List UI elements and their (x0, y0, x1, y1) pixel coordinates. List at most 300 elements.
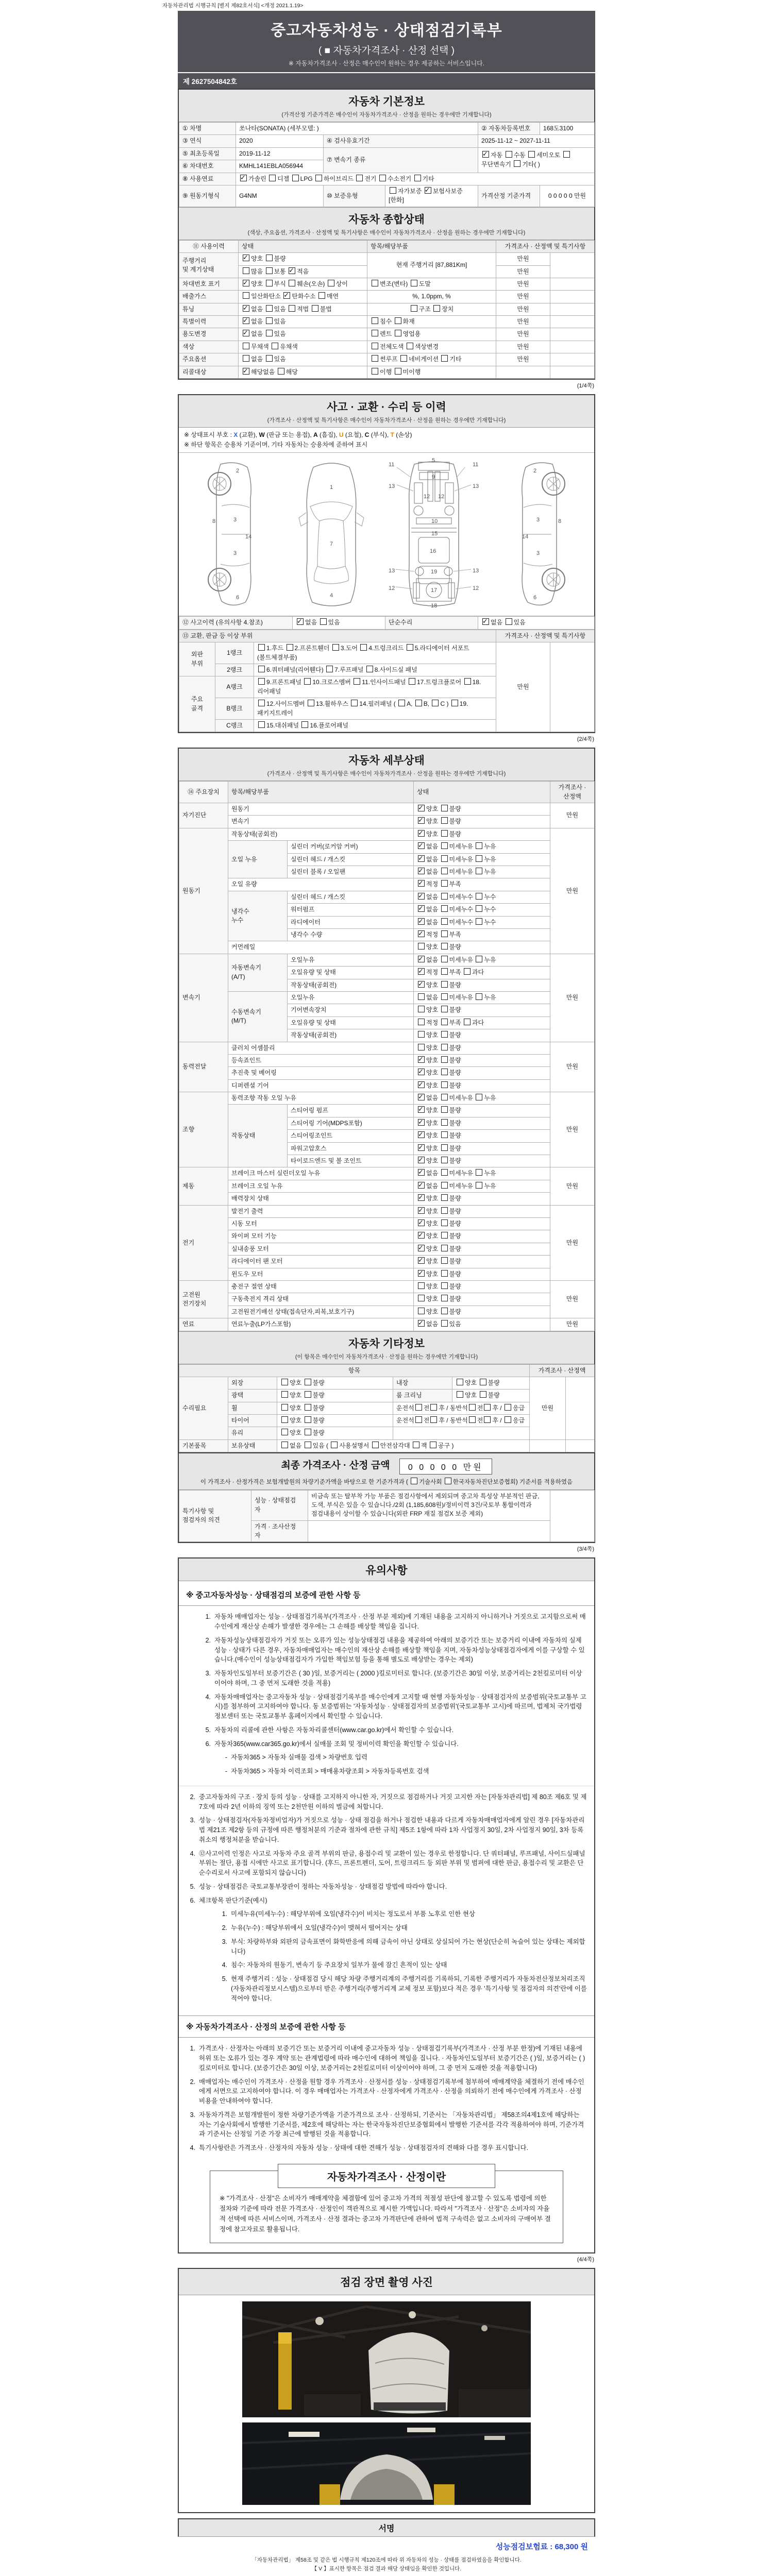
table-cell: ④ 검사유효기간 (324, 135, 478, 147)
checkbox-checked-icon (418, 868, 425, 874)
inspection-photos-box (178, 2268, 595, 2513)
checkbox-icon (476, 993, 482, 1000)
table-cell: ✓ 양호 불량 (414, 1130, 550, 1142)
notice-item: 6. 자동차365(www.car365.go.kr)에서 실매물 조회 및 정비이력 확인을 확인할 수 있습니다. (205, 1740, 459, 1748)
checkbox-icon (441, 893, 448, 900)
table-cell: 가격조사 · 산정액 및 특기사항 (496, 630, 595, 642)
checkbox-icon (415, 1416, 422, 1423)
svg-text:3: 3 (233, 517, 237, 523)
checkbox-checked-icon (418, 1056, 425, 1063)
photos-area (179, 2295, 594, 2512)
notice-subhead-1: ※ 중고자동차성능 · 상태점검의 보증에 관한 사항 등 (179, 1584, 594, 1606)
table-cell: ✓ 양호 불량 (414, 1205, 550, 1217)
svg-text:2: 2 (236, 468, 240, 474)
legend-part: (요철), (343, 431, 365, 439)
legend-part: ※ 상태표시 부호 : (184, 431, 234, 439)
table-cell: 0 0 0 0 0 만원 (540, 185, 595, 207)
checkbox-icon (281, 1404, 288, 1411)
car-diagram-top (288, 457, 375, 612)
checkbox-checked-icon (418, 918, 425, 925)
svg-text:8: 8 (558, 518, 561, 525)
notice-title: 유의사항 (365, 1565, 408, 1577)
table-cell: 라디에이터 팬 모터 (228, 1256, 414, 1268)
checkbox-icon (418, 1308, 425, 1314)
table-cell: 오일누유 (288, 991, 414, 1004)
table-cell: 색상 (179, 341, 239, 353)
table-cell: 유리 (228, 1427, 277, 1439)
table-row (179, 1067, 595, 1079)
table-cell: 추진축 및 베어링 (228, 1067, 414, 1079)
table-cell: 변속기 (179, 954, 228, 1042)
table-cell: ✓ 양호 불량 (414, 816, 550, 828)
checkbox-icon (266, 255, 273, 261)
table-cell: 전기 (179, 1205, 228, 1280)
table-cell (308, 1520, 550, 1542)
svg-text:11: 11 (473, 462, 479, 468)
table-cell: ✓ 없음 미세누유 누유 (414, 954, 550, 966)
table-cell: 단순수리 (385, 617, 478, 629)
checkbox-icon (476, 1169, 482, 1176)
checkbox-icon (308, 700, 314, 706)
checkbox-icon (441, 943, 448, 950)
checkbox-icon (418, 1019, 425, 1025)
table-cell: 가격산정 기준가격 (478, 185, 540, 207)
table-cell: 리콜대상 (179, 366, 239, 378)
overall-title: 자동차 종합상태 (348, 213, 425, 226)
svg-text:12: 12 (473, 585, 479, 592)
checkbox-icon (441, 993, 448, 1000)
price-survey-definition-box (210, 2171, 563, 2243)
checkbox-icon (301, 721, 308, 728)
table-cell: ✓ 양호 불량 (414, 1243, 550, 1255)
table-cell: ✓ 양호 불량 (414, 1054, 550, 1066)
legend-part: (교환), (238, 431, 259, 439)
table-cell: 상태 (414, 782, 550, 803)
table-cell: 양호 불량 (277, 1427, 393, 1439)
table-cell: 타이어 (228, 1415, 277, 1427)
notice-box (178, 1557, 595, 2253)
checkbox-icon (441, 981, 448, 988)
table-cell: 항목/해당부품 (367, 240, 496, 252)
checkbox-icon (269, 175, 276, 181)
checkbox-icon (469, 1416, 476, 1423)
table-row (179, 1318, 595, 1331)
table-row (179, 328, 595, 341)
checkbox-icon (243, 267, 249, 274)
checkbox-icon (441, 956, 448, 962)
table-cell: 전체도색 색상변경 (367, 341, 496, 353)
table-row (179, 173, 595, 185)
table-row (179, 828, 595, 840)
checkbox-icon (476, 893, 482, 900)
table-cell: 브레이크 오일 누유 (228, 1180, 414, 1192)
table-cell: 브레이크 마스터 실린더오일 누유 (228, 1167, 414, 1180)
photos-title: 점검 장면 촬영 사진 (179, 2269, 594, 2295)
checkbox-checked-icon (482, 151, 489, 158)
checkbox-icon (320, 618, 327, 625)
table-cell: 스티어링 기어(MDPS포함) (288, 1117, 414, 1129)
checkbox-icon (326, 666, 333, 672)
notice-item: 2. 중고자동차의 구조 · 장치 등의 성능 · 상태를 고지하지 아니한 자, 거짓으로 점검하거나 거짓 고지한 자는 [자동차관리법] 제 80조 제6호 및 제7호에 따라 2년 이하의 징역 또는 2천만원 이하의 벌금에 처합니다. (190, 1793, 587, 1810)
checkbox-icon (413, 1442, 419, 1448)
table-cell: ✓양호 불량 (239, 253, 367, 265)
checkbox-icon (372, 355, 378, 362)
final-price-band (179, 1452, 594, 1489)
table-cell: 광택 (228, 1389, 277, 1402)
checkbox-icon (480, 1391, 486, 1398)
svg-text:12: 12 (438, 494, 445, 500)
checkbox-checked-icon (418, 1119, 425, 1126)
table-cell: 가격 · 조사산정 자 (251, 1520, 308, 1542)
checkbox-icon (441, 868, 448, 874)
checkbox-checked-icon (418, 1144, 425, 1151)
checkbox-icon (464, 1019, 470, 1025)
table-cell: 동력조향 작동 오일 누유 (228, 1092, 414, 1105)
table-cell: 조향 (179, 1092, 228, 1167)
checkbox-icon (331, 1442, 338, 1448)
table-row (179, 303, 595, 315)
table-cell: 자가보증 ✓보험사보증 [한화] (385, 185, 478, 207)
notice-list-1 (179, 1606, 594, 1786)
table-cell: 제동 (179, 1167, 228, 1205)
document-title: 중고자동차성능 · 상태점검기록부 (271, 22, 502, 39)
checkbox-checked-icon (418, 893, 425, 900)
checkbox-icon (441, 1019, 448, 1025)
table-cell: 튜닝 (179, 303, 239, 315)
table-cell: 항목 (179, 1364, 530, 1377)
price-survey-definition-body: ※ "가격조사 · 산정"은 소비자가 매매계약을 체결함에 있어 중고차 가격의 적절성 판단에 참고할 수 있도록 법령에 의한 절차와 기준에 따라 전문 가격조사 · 산정인이 객관적으로 제시한 가액입니다. 따라서 "가격조사 · 산정"은 소비자의 자율적 선택에 따른 서비스이며, 가격조사 · 산정 결과는 중고차 가격판단에 관하여 법적 구속력은 없고 소비자의 구매여부 결정에 참고자료로 활용됩니다. (220, 2194, 551, 2233)
table-cell: 일산화탄소 ✓탄화수소 매연 (239, 291, 367, 303)
table-cell: 2025-11-12 ~ 2027-11-11 (478, 135, 595, 147)
checkbox-icon (289, 280, 295, 286)
checkbox-icon (469, 1404, 476, 1411)
table-cell: 배력장치 상태 (228, 1193, 414, 1205)
table-cell (550, 353, 595, 366)
svg-text:13: 13 (389, 483, 395, 490)
table-cell: 자기진단 (179, 803, 228, 828)
checkbox-icon (281, 1416, 288, 1423)
page-marker-4: (4/4쪽) (577, 2256, 594, 2263)
legend-part: (흠집), (317, 431, 339, 439)
checkbox-checked-icon (418, 817, 425, 824)
table-cell: 양호 불량 (414, 1306, 550, 1318)
legend-line-1 (184, 430, 589, 440)
table-cell: 원동기 (179, 828, 228, 954)
table-row (179, 991, 595, 1004)
checkbox-checked-icon (418, 1194, 425, 1201)
checkbox-icon (398, 700, 405, 706)
table-cell: 성능 · 상태점검 자 (251, 1490, 308, 1520)
checkbox-icon (505, 1404, 511, 1411)
table-cell: 주요 골격 (179, 676, 215, 732)
document-note: ※ 자동차가격조사 · 산정은 매수인이 원하는 경우 제공하는 서비스입니다. (288, 60, 485, 67)
table-cell: 윈도우 모터 (228, 1268, 414, 1280)
table-cell: 배출가스 (179, 291, 239, 303)
checkbox-icon (258, 666, 265, 672)
table-cell: ✓ 양호 불량 (414, 1117, 550, 1129)
table-cell: G4NM (236, 185, 324, 207)
table-cell: 168도3100 (540, 123, 595, 135)
table-cell: 12.사이드멤버 13.휠하우스 14.필러패널 ( A, B, C ) 19.패키지트레이 (254, 698, 496, 720)
checkbox-icon (318, 292, 325, 299)
table-cell: ② 자동차등록번호 (478, 123, 540, 135)
table-cell: 오일 누유 (228, 841, 288, 878)
inspection-insurance-premium: 성능점검보험료 : 68,300 원 (495, 2542, 588, 2551)
car-diagram-right-side (493, 457, 589, 612)
table-cell: %, 1.0ppm, % (367, 291, 496, 303)
table-row (179, 1042, 595, 1054)
table-cell: B랭크 (215, 698, 254, 720)
signature-footnotes (178, 2553, 595, 2576)
table-cell: 연료 (179, 1318, 228, 1331)
table-cell: 실린더 헤드 / 개스킷 (288, 853, 414, 866)
table-cell: 많음 보통 ✓적음 (239, 265, 367, 278)
table-row (179, 1439, 595, 1452)
svg-text:17: 17 (431, 587, 438, 594)
checkbox-icon (395, 368, 401, 375)
inspection-record-sheet (162, 0, 595, 2576)
table-cell: 1.후드 2.프론트휀더 3.도어 4.트렁크리드 5.라디에이터 서포트(볼트체결부품) (254, 642, 496, 664)
table-cell: 양호 불량 (277, 1377, 393, 1389)
checkbox-icon (464, 968, 470, 975)
checkbox-icon (266, 330, 273, 336)
table-cell: 냉각수 수량 (288, 929, 414, 941)
table-cell: 만원 (496, 353, 550, 366)
checkbox-icon (258, 721, 265, 728)
table-row (179, 954, 595, 966)
table-row (179, 366, 595, 378)
table-row (179, 782, 595, 803)
checkbox-checked-icon (243, 330, 249, 336)
table-cell: 만원 (496, 265, 550, 278)
table-cell: ⑧ 사용연료 (179, 173, 236, 185)
svg-text:2: 2 (533, 468, 536, 474)
notice-item: 1. 자동차 매매업자는 성능 · 상태점검기록부(가격조사 · 산정 부분 제외)에 기재된 내용을 고지하지 아니하거나 거짓으로 고지함으로써 매수인에게 재산상 손해가 발생한 경우에는 그 손해를 배상할 책임을 집니다. (205, 1613, 586, 1631)
table-cell: 주요옵션 (179, 353, 239, 366)
checkbox-icon (360, 644, 367, 651)
table-row (179, 1180, 595, 1192)
table-cell: KMHL141EBLA056944 (236, 160, 324, 173)
checkbox-icon (441, 1119, 448, 1126)
checkbox-icon (292, 175, 299, 181)
notice-subitem: 2. 누유(누수) : 해당부위에서 오일(냉각수)이 맺혀서 떨어지는 상태 (222, 1924, 408, 1932)
table-cell: 양호 불량 (414, 1293, 550, 1306)
inspection-photo-1 (242, 2301, 531, 2417)
checkbox-icon (432, 700, 439, 706)
checkbox-icon (441, 1295, 448, 1301)
checkbox-icon (441, 1320, 448, 1327)
detail-state-table (179, 781, 595, 1331)
table-row (179, 1268, 595, 1280)
checkbox-checked-icon (418, 1232, 425, 1239)
checkbox-icon (441, 842, 448, 849)
checkbox-checked-icon (243, 368, 249, 375)
table-cell: 양호 불량 (414, 941, 550, 954)
table-cell: ✓ 양호 불량 (414, 1155, 550, 1167)
table-row (179, 291, 595, 303)
notice-subhead-2: ※ 자동차가격조사 · 산정의 보증에 관한 사항 등 (179, 2015, 594, 2038)
table-cell: 원동기 (228, 803, 414, 816)
checkbox-icon (332, 644, 339, 651)
table-row (179, 123, 595, 135)
legend-part: W (259, 431, 265, 439)
table-row (179, 253, 595, 265)
table-cell: ✓ 양호 불량 (414, 1105, 550, 1117)
table-cell: ⑨ 원동기형식 (179, 185, 236, 207)
table-cell: ✓ 적정 부족 과다 (414, 967, 550, 979)
table-cell: 양호 불량 (452, 1377, 530, 1389)
table-cell: 가격조사 · 산정액 (550, 782, 595, 803)
signature-section-title: 서명 (178, 2518, 595, 2537)
table-cell: 기어변속장치 (288, 1004, 414, 1016)
checkbox-icon (258, 644, 265, 651)
checkbox-icon (480, 1379, 486, 1385)
checkbox-checked-icon (243, 317, 249, 324)
table-row (179, 803, 595, 816)
table-row (179, 1105, 595, 1117)
table-cell: 만원 (496, 642, 550, 732)
table-cell: 등속죠인트 (228, 1054, 414, 1066)
table-cell: 만원 (550, 1092, 595, 1167)
checkbox-icon (305, 1442, 311, 1448)
svg-text:18: 18 (431, 603, 438, 609)
checkbox-icon (395, 330, 401, 336)
checkbox-icon (281, 1442, 288, 1448)
checkbox-icon (476, 918, 482, 925)
notice-item: 4. 특기사항란은 가격조사 · 산정자의 자동차 성능 · 상태에 대한 견해가 성능 · 상태점검자의 견해와 다를 경우 표시합니다. (190, 2144, 529, 2152)
table-row (179, 1205, 595, 1217)
notice-item: 4. 자동차매매업자는 중고자동차 성능 · 상태점검기록부를 매수인에게 고지할 때 현행 자동차성능 · 상태점검자의 보증범위(국토교통부 고시)를 첨부하여 고지하여야 합니다. 동 보증범위는 '자동차성능 · 상태점검자의 보증범위'(국토교통부 고시)에 따르며, 법제처 국가법령정보센터 또는 국토교통부 홈페이지에서 확인할 수 있습니다. (205, 1693, 586, 1720)
checkbox-icon (484, 1404, 491, 1411)
table-cell: ✓ 없음 미세누수 누수 (414, 891, 550, 903)
table-cell (530, 1439, 566, 1452)
legend-part: (손상) (394, 431, 412, 439)
table-cell: ⑪ 사용이력 (179, 240, 239, 252)
table-cell: ✓ 양호 불량 (414, 1230, 550, 1243)
checkbox-icon (441, 905, 448, 912)
checkbox-icon (441, 1232, 448, 1239)
table-cell: 6.쿼터패널(리어휀다) 7.루프패널 8.사이드실 패널 (254, 664, 496, 676)
checkbox-icon (281, 1429, 288, 1435)
table-cell: 2019-11-12 (236, 147, 324, 160)
checkbox-icon (441, 880, 448, 887)
checkbox-checked-icon (240, 175, 247, 181)
notice-subitem: 5. 현재 주행거리 : 성능 · 상태점검 당시 해당 차량 주행거리계의 주행거리를 기록하되, 기록한 주행거리가 자동차전산정보처리조직(자동차관리정보시스템)으로부터 받은 주행거리(주행거리계 교체 정보 포함)보다 적은 경우 '특기사항 및 점검자의 의견'란에 이를 적어야 합니다. (222, 1975, 587, 2002)
checkbox-icon (430, 1404, 437, 1411)
table-cell: ✓ 없음 미세누유 누유 (414, 1167, 550, 1180)
table-cell: 라디에이터 (288, 916, 414, 928)
table-row (179, 1193, 595, 1205)
checkbox-icon (407, 343, 413, 349)
checkbox-icon (476, 956, 482, 962)
table-cell: ✓ 양호 부식 훼손(오손) 상이 (239, 278, 367, 290)
table-cell: 실린더 블록 / 오일팬 (288, 866, 414, 878)
accident-header (179, 395, 594, 428)
checkbox-checked-icon (418, 981, 425, 988)
table-cell (393, 1427, 530, 1439)
svg-text:13: 13 (389, 568, 395, 574)
checkbox-icon (305, 1416, 311, 1423)
table-row (179, 341, 595, 353)
table-cell: ⑤ 최초등록일 (179, 147, 236, 160)
table-cell: 냉각수 누수 (228, 891, 288, 941)
svg-text:13: 13 (473, 483, 479, 490)
checkbox-icon (379, 175, 386, 181)
checkbox-icon (372, 330, 378, 336)
checkbox-checked-icon (243, 305, 249, 312)
table-cell: ⑥ 차대번호 (179, 160, 236, 173)
notice-item: 4. ⑫사고이력 인정은 사고로 자동차 주요 골격 부위의 판금, 용접수리 및 교환이 있는 경우로 한정합니다. 단 쿼터패널, 루프패널, 사이드실패널 부위는 절단, 용접 시에만 사고로 표기합니다. (후드, 프론트펜더, 도어, 트렁크리드 등 외판 부위 및 범퍼에 대한 판금, 용접수리 및 교환은 단순수리로서 사고에 포함되지 않습니다) (190, 1850, 585, 1877)
table-cell: 양호 불량 (414, 1280, 550, 1293)
checkbox-checked-icon (418, 1094, 425, 1100)
notice-item: 2. 자동차성능상태점검자가 거짓 또는 오류가 있는 성능상태점검 내용을 제공하여 아래의 보증기간 또는 보증거리 이내에 자동차의 실제 성능 · 상태가 다른 경우, 자동차매매업자는 매수인의 재산상 손해를 배상할 책임을 지며, 자동차성능상태점검자에게 이를 구상할 수 있습니다.(매수인이 성능상태점검자가 가입한 책임보험 등을 통해 별도로 배상받는 경우는 제외) (205, 1636, 585, 1664)
table-row (179, 1243, 595, 1255)
checkbox-checked-icon (418, 830, 425, 837)
table-row (179, 642, 595, 664)
table-cell: ✓ 없음 미세누유 누유 (414, 853, 550, 866)
basic-info-subtitle: (가격산정 기준가격은 매수인이 자동차가격조사 · 산정을 원하는 경우에만 기재합니다) (281, 112, 492, 118)
checkbox-checked-icon (418, 1081, 425, 1088)
checkbox-icon (305, 1404, 311, 1411)
notice-item: 3. 성능 · 상태점검자(자동차정비업자)가 거짓으로 성능 · 상태 점검을 하거나 점검한 내용과 다르게 자동차매매업자에게 알린 경우 [자동차관리법 제21조 제2항 등의 규정에 따른 행정처분의 기준과 절차에 관한 규칙] 제5조 1항에 따라 1차 사업정지 30일, 2차 사업정지 90일, 3차 등록취소의 행정처분을 받습니다. (190, 1817, 585, 1843)
checkbox-icon (315, 175, 322, 181)
table-cell: 발전기 출력 (228, 1205, 414, 1217)
table-row (179, 1280, 595, 1293)
svg-text:12: 12 (424, 494, 430, 500)
table-cell: 특기사항 및 점검자의 의견 (179, 1490, 251, 1542)
checkbox-icon (441, 930, 448, 937)
table-row (179, 1490, 595, 1520)
checkbox-checked-icon (289, 267, 295, 274)
svg-text:3: 3 (233, 550, 237, 557)
table-cell: 연료누출(LP가스포함) (228, 1318, 414, 1331)
table-cell: 실내송풍 모터 (228, 1243, 414, 1255)
notice-item: 6. 체크항목 판단기준(예시) (190, 1896, 267, 1904)
table-cell: 만원 (550, 828, 595, 954)
basic-info-table (179, 122, 595, 207)
table-cell: ✓ 없음 미세누유 누유 (414, 866, 550, 878)
document-subtitle: ( ■ 자동차가격조사 · 산정 선택 ) (318, 45, 455, 56)
table-cell: 없음 있음 (239, 353, 367, 366)
notice-item: 5. 성능 · 상태점검은 국토교통부장관이 정하는 자동차성능 · 상태점검 방법에 따라야 합니다. (190, 1883, 447, 1890)
table-row (179, 1230, 595, 1243)
checkbox-checked-icon (418, 1069, 425, 1075)
table-cell: 오일유량 및 상태 (288, 1016, 414, 1029)
checkbox-icon (272, 343, 278, 349)
table-cell: ③ 연식 (179, 135, 236, 147)
table-cell: 비금속 또는 탈부착 가능 부품은 점검사항에서 제외되며 중고차 특성상 부분적인 판금, 도색, 부식은 있을 수 있습니다./2회 (1,185,608원)/정비이력 3건/국토부 통합이력과 점검내용이 상이할 수 있습니다(외판 FRP 재질 점검X 보증 제외) (308, 1490, 550, 1520)
checkbox-icon (243, 343, 249, 349)
checkbox-icon (441, 1257, 448, 1264)
checkbox-icon (266, 355, 273, 362)
table-cell: 만원 (530, 1377, 566, 1439)
table-cell: 만원 (550, 803, 595, 828)
table-cell: 클러치 어셈블리 (228, 1042, 414, 1054)
checkbox-icon (441, 1207, 448, 1214)
table-cell: ✓ 없음 미세누유 누유 (414, 1092, 550, 1105)
checkbox-icon (372, 1442, 379, 1448)
table-cell: 룸 크리닝 (393, 1389, 452, 1402)
checkbox-icon (514, 160, 520, 167)
table-row (179, 353, 595, 366)
checkbox-icon (287, 644, 293, 651)
table-cell: 외장 (228, 1377, 277, 1389)
checkbox-icon (441, 1069, 448, 1075)
svg-text:12: 12 (389, 585, 395, 592)
checkbox-checked-icon (418, 1169, 425, 1176)
checkbox-icon (407, 644, 413, 651)
svg-text:9: 9 (432, 474, 435, 481)
